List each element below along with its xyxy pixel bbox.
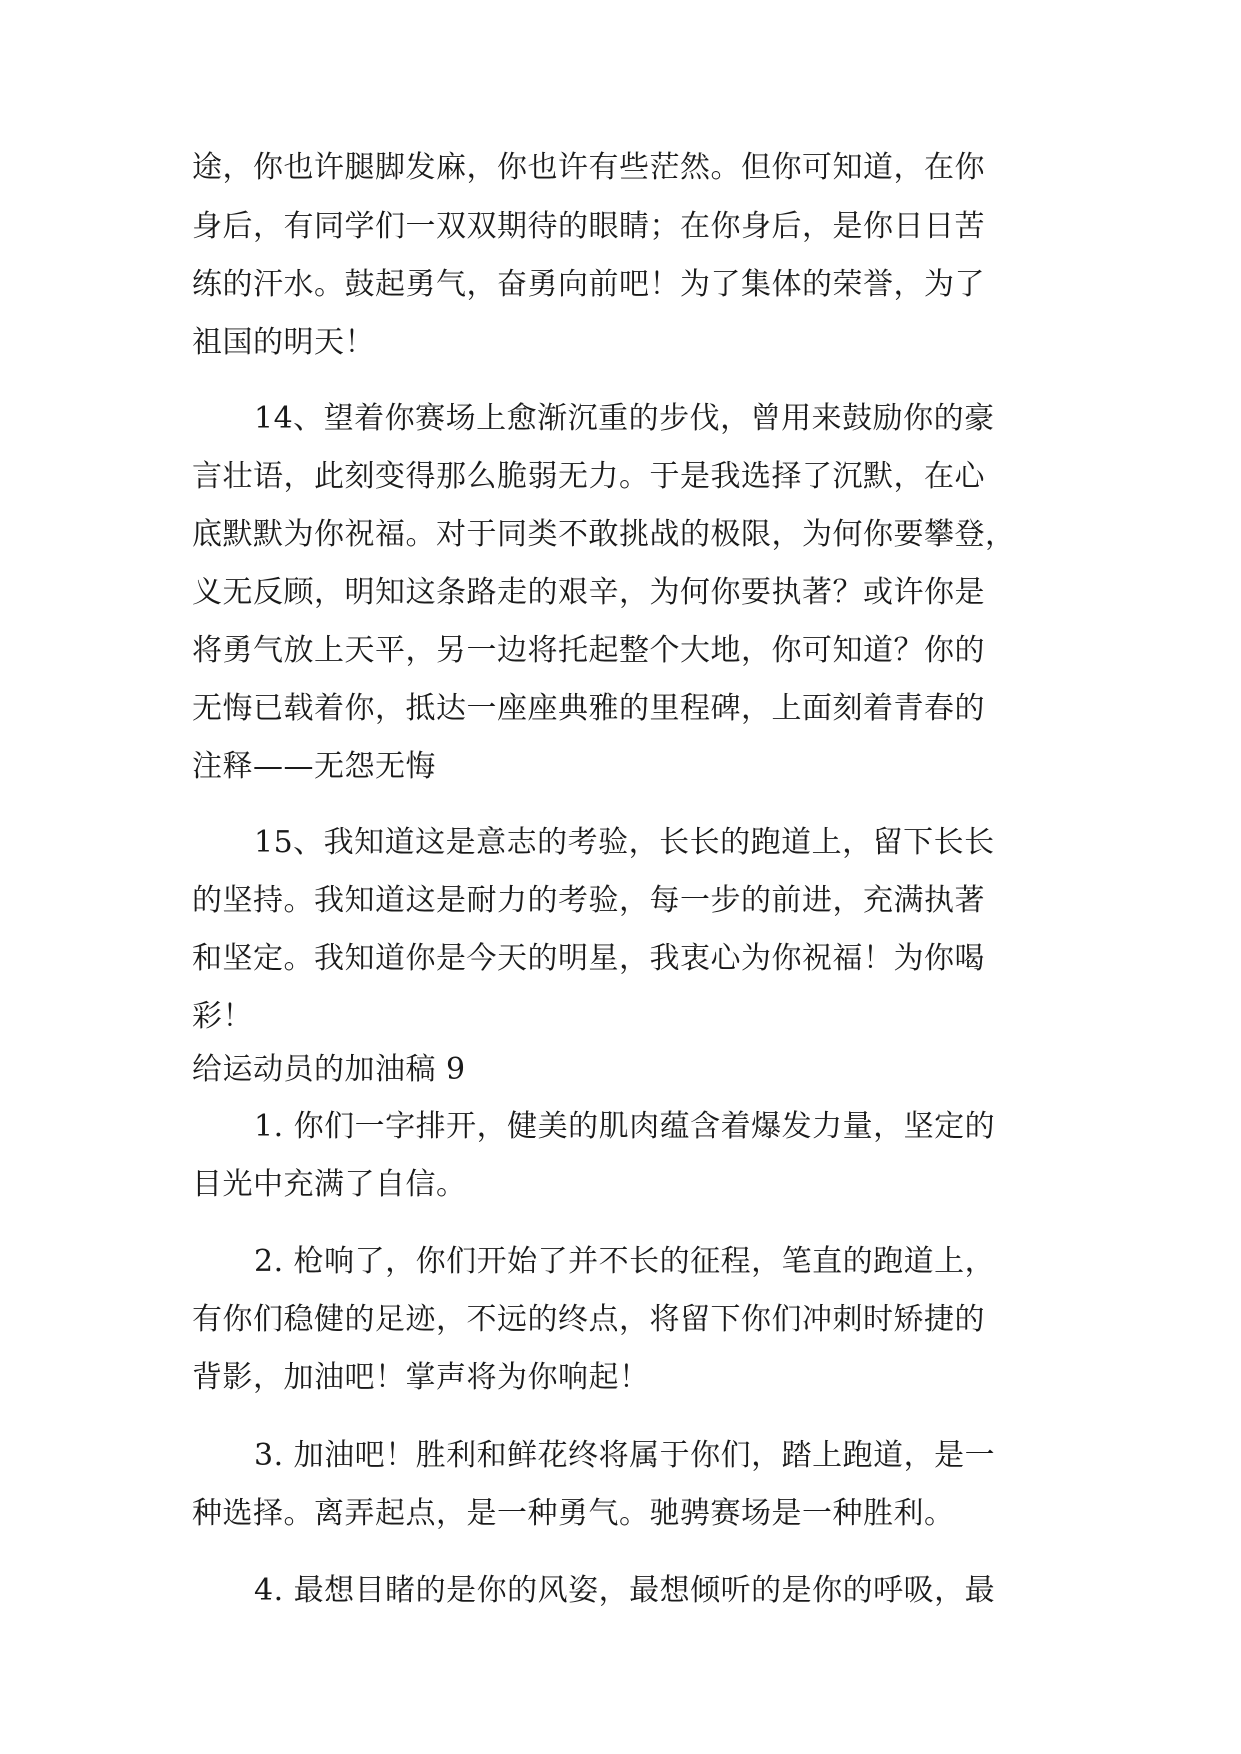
paragraph-line: 15、我知道这是意志的考验，长长的跑道上，留下长长 — [254, 825, 995, 860]
paragraph-line: 的坚持。我知道这是耐力的考验，每一步的前进，充满执著 — [192, 883, 985, 918]
paragraph-line: 14、望着你赛场上愈渐沉重的步伐，曾用来鼓励你的豪 — [254, 401, 995, 436]
paragraph-line: 有你们稳健的足迹，不远的终点，将留下你们冲刺时矫捷的 — [192, 1302, 985, 1337]
paragraph-line: 言壮语，此刻变得那么脆弱无力。于是我选择了沉默，在心 — [192, 459, 985, 494]
paragraph-line: 注释——无怨无悔 — [192, 749, 436, 784]
paragraph-line: 3. 加油吧！胜利和鲜花终将属于你们，踏上跑道，是一 — [254, 1438, 996, 1473]
paragraph-line: 义无反顾，明知这条路走的艰辛，为何你要执著？或许你是 — [192, 575, 985, 610]
paragraph-line: 练的汗水。鼓起勇气，奋勇向前吧！为了集体的荣誉，为了 — [192, 267, 985, 302]
paragraph-line: 身后，有同学们一双双期待的眼睛；在你身后，是你日日苦 — [192, 209, 985, 244]
paragraph-line: 种选择。离弄起点，是一种勇气。驰骋赛场是一种胜利。 — [192, 1496, 955, 1531]
section-heading: 给运动员的加油稿 9 — [192, 1052, 466, 1087]
paragraph-line: 1. 你们一字排开，健美的肌肉蕴含着爆发力量，坚定的 — [254, 1109, 996, 1144]
paragraph-line: 途，你也许腿脚发麻，你也许有些茫然。但你可知道，在你 — [192, 150, 985, 185]
paragraph-line: 2. 枪响了，你们开始了并不长的征程，笔直的跑道上， — [254, 1244, 996, 1279]
paragraph-line: 祖国的明天！ — [192, 325, 375, 360]
paragraph-line: 将勇气放上天平，另一边将托起整个大地，你可知道？你的 — [192, 633, 985, 668]
paragraph-line: 目光中充满了自信。 — [192, 1167, 467, 1202]
paragraph-line: 和坚定。我知道你是今天的明星，我衷心为你祝福！为你喝 — [192, 941, 985, 976]
paragraph-line: 彩！ — [192, 999, 253, 1034]
paragraph-line: 底默默为你祝福。对于同类不敢挑战的极限，为何你要攀登， — [192, 517, 1016, 552]
paragraph-line: 4. 最想目睹的是你的风姿，最想倾听的是你的呼吸，最 — [254, 1573, 996, 1608]
paragraph-line: 背影，加油吧！掌声将为你响起！ — [192, 1360, 650, 1395]
paragraph-line: 无悔已载着你，抵达一座座典雅的里程碑，上面刻着青春的 — [192, 691, 985, 726]
